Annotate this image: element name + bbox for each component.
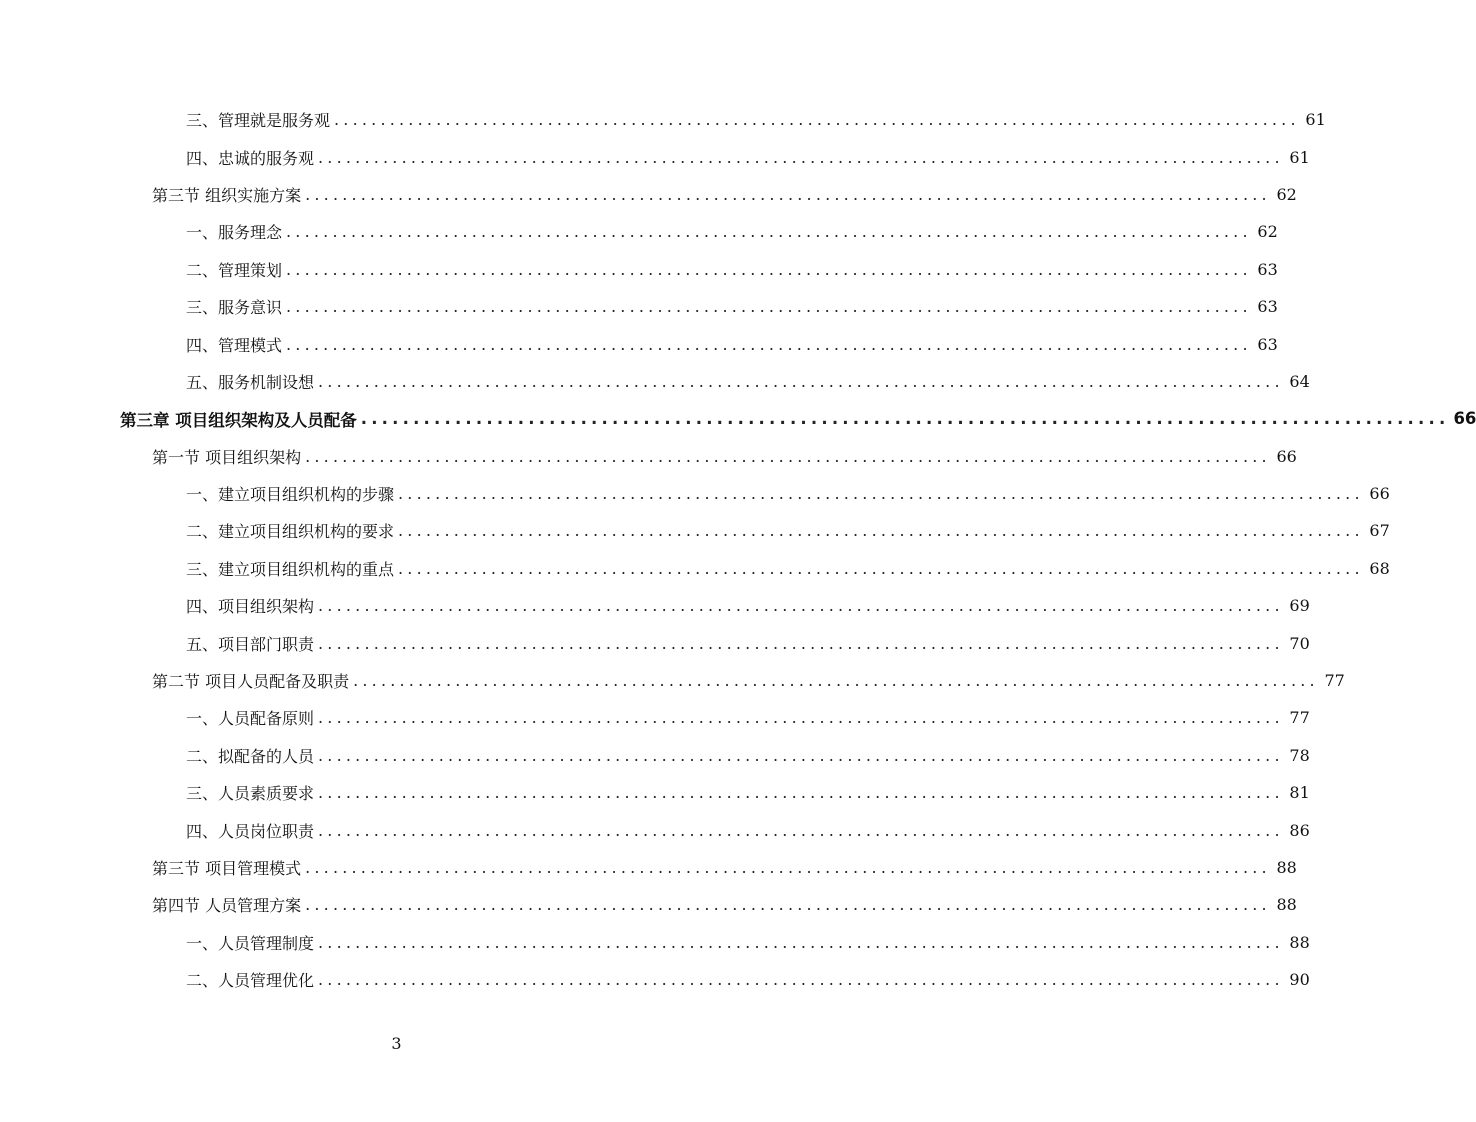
toc-entry-label: 第三节 项目管理模式 [152,859,302,878]
toc-entry[interactable] [0,811,1310,848]
toc-entry-page: 61 [1289,147,1310,167]
toc-entry[interactable] [0,325,1278,362]
toc-entry[interactable] [0,550,1390,587]
leader-dots: ........................................................................................................ [318,708,1284,728]
toc-entry-page: 77 [1324,671,1345,691]
toc-entry[interactable] [0,176,1297,213]
toc-entry-label: 第三章 项目组织架构及人员配备 [120,410,357,430]
toc-entry-label: 第二节 项目人员配备及职责 [152,672,350,692]
toc-entry[interactable] [0,849,1297,886]
leader-dots: ........................................................................................................ [318,745,1284,765]
toc-entry-label: 四、管理模式 [186,335,283,355]
leader-dots: ........................................................................................................ [318,633,1284,653]
toc-entry[interactable] [0,101,1326,138]
leader-dots: ........................................................................................................ [353,671,1319,691]
toc-entry-label: 三、人员素质要求 [186,784,315,804]
toc-entry[interactable] [0,363,1310,400]
toc-entry-label: 二、建立项目组织机构的要求 [186,522,395,542]
toc-entry-page: 64 [1289,371,1310,391]
toc-entry-label: 四、人员岗位职责 [186,821,315,841]
leader-dots: ........................................................................................................ [305,895,1271,915]
toc-entry-page: 86 [1289,820,1310,840]
table-of-contents [0,101,1476,998]
leader-dots: ........................................................................................................ [334,110,1300,130]
toc-entry-label: 一、人员管理制度 [186,933,315,953]
toc-entry[interactable] [0,961,1310,998]
toc-entry-page: 61 [1305,110,1326,130]
toc-entry-label: 五、服务机制设想 [186,372,315,392]
leader-dots: ........................................................................................................ [286,259,1252,279]
toc-entry-label: 四、项目组织架构 [186,597,315,617]
toc-entry-page: 66 [1369,484,1390,504]
leader-dots: ........................................................................................................ [318,371,1284,391]
toc-entry-label: 二、人员管理优化 [186,971,315,991]
leader-dots: ........................................................................................................ [286,334,1252,354]
toc-entry-page: 62 [1276,184,1297,204]
toc-entry-label: 二、拟配备的人员 [186,746,315,766]
toc-entry[interactable] [0,737,1310,774]
leader-dots: ........................................................................................................ [305,446,1271,466]
leader-dots: ........................................................................................................ [398,558,1364,578]
toc-entry-label: 第四节 人员管理方案 [152,896,302,916]
leader-dots: ........................................................................................................ [398,484,1364,504]
toc-entry-label: 第三节 组织实施方案 [152,185,302,205]
toc-entry-label: 三、建立项目组织机构的重点 [186,559,395,579]
toc-entry-page: 69 [1289,596,1310,616]
toc-entry-page: 68 [1369,558,1390,578]
page-number: 3 [391,1034,402,1053]
toc-entry-page: 78 [1289,745,1310,765]
toc-entry[interactable] [0,662,1345,699]
toc-entry[interactable] [0,138,1310,175]
leader-dots: ........................................................................................................ [318,147,1284,167]
toc-entry-label: 三、服务意识 [186,298,283,318]
toc-entry-label: 一、建立项目组织机构的步骤 [186,485,395,505]
toc-entry[interactable] [0,587,1310,624]
toc-entry-page: 67 [1369,521,1390,541]
toc-entry-page: 66 [1276,446,1297,466]
toc-entry-page: 81 [1289,783,1310,803]
toc-entry-label: 一、人员配备原则 [186,709,315,729]
leader-dots: ........................................................................................................ [305,858,1271,877]
toc-entry[interactable] [0,624,1310,661]
toc-entry-page: 88 [1276,895,1297,915]
toc-entry-label: 第一节 项目组织架构 [152,447,302,467]
toc-entry-label: 一、服务理念 [186,223,283,243]
toc-entry-page: 88 [1276,858,1297,877]
toc-entry[interactable] [0,774,1310,811]
toc-entry-page: 70 [1289,633,1310,653]
leader-dots: ........................................................................................................ [318,970,1284,990]
leader-dots: ........................................................................................................ [305,184,1271,204]
toc-entry-label: 二、管理策划 [186,260,283,280]
toc-entry-page: 63 [1257,297,1278,317]
leader-dots: ........................................................................................................ [318,932,1284,952]
toc-entry-page: 63 [1257,259,1278,279]
toc-entry[interactable] [0,251,1278,288]
leader-dots: ........................................................................................................ [398,521,1364,541]
toc-entry[interactable] [0,213,1278,250]
toc-entry-page: 63 [1257,334,1278,354]
toc-entry-label: 四、忠诚的服务观 [186,148,315,168]
toc-entry-label: 五、项目部门职责 [186,634,315,654]
leader-dots: ........................................................................................................ [360,409,1450,429]
leader-dots: ........................................................................................................ [318,820,1284,840]
toc-entry-label: 三、管理就是服务观 [186,111,331,131]
toc-entry[interactable] [0,288,1278,325]
toc-entry-page: 62 [1257,222,1278,242]
leader-dots: ........................................................................................................ [286,297,1252,317]
toc-entry-page: 90 [1289,970,1310,990]
toc-entry[interactable] [0,699,1310,736]
toc-entry[interactable] [0,886,1297,923]
toc-entry[interactable] [0,475,1390,512]
toc-entry[interactable] [0,924,1310,961]
toc-entry-chapter[interactable] [0,400,1476,437]
toc-entry-page: 77 [1289,708,1310,728]
toc-entry[interactable] [0,438,1297,475]
leader-dots: ........................................................................................................ [318,596,1284,616]
leader-dots: ........................................................................................................ [286,222,1252,242]
toc-entry[interactable] [0,512,1390,549]
toc-entry-page: 66 [1453,409,1476,429]
leader-dots: ........................................................................................................ [318,783,1284,803]
toc-entry-page: 88 [1289,932,1310,952]
